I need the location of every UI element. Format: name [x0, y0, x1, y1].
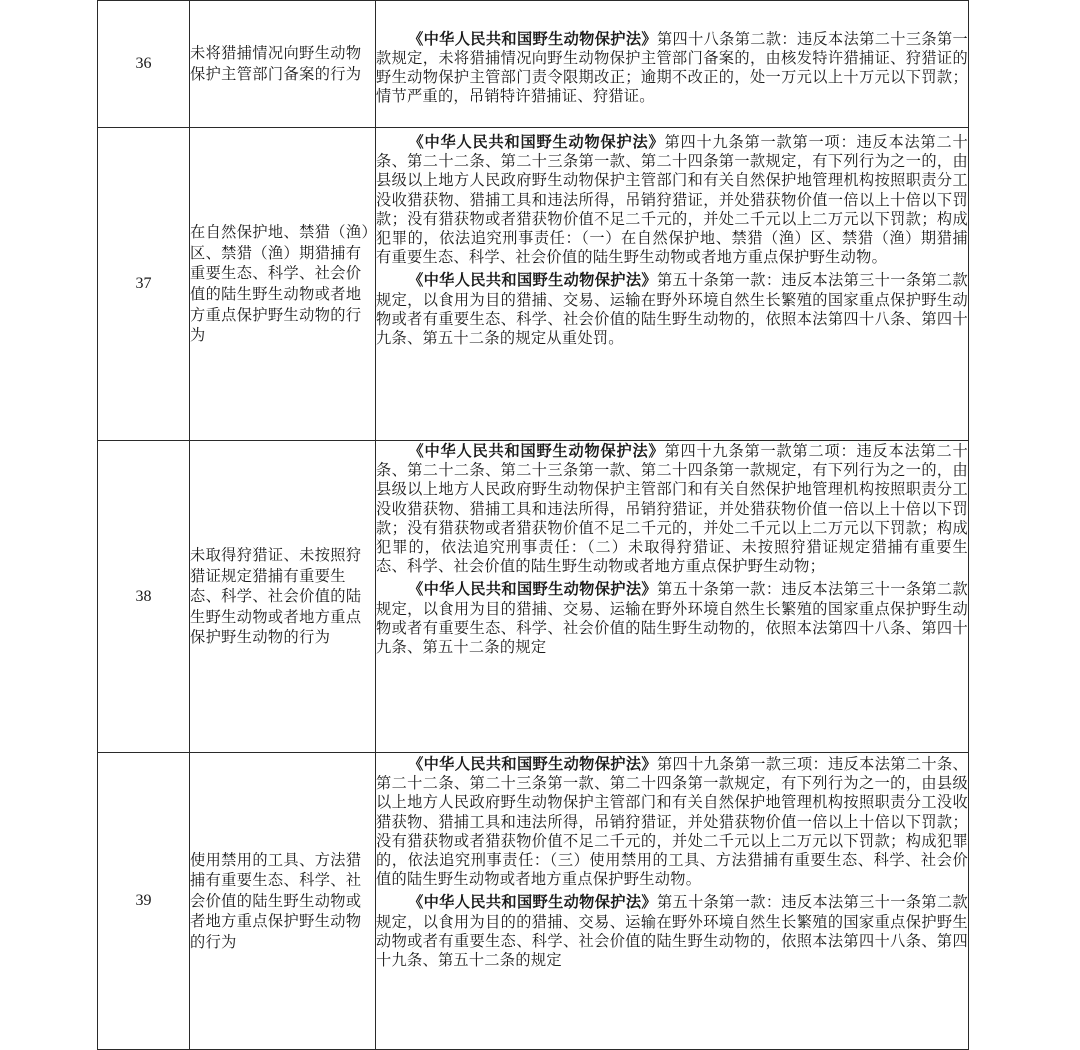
- provision-text: 第五十条第一款：违反本法第三十一条第二款规定，以食用为目的的猎捕、交易、运输在野外环境自然生长繁殖的国家重点保护野生动物或者有重要生态、科学、社会价值的陆生野生动物的，依照本法第四十八条、第四十九条、第五十二条的规定: [376, 893, 968, 970]
- violation-behavior: 未取得狩猎证、未按照狩猎证规定猎捕有重要生态、科学、社会价值的陆生野生动物或者地方重点保护野生动物的行为: [190, 441, 376, 753]
- legal-basis: [376, 128, 969, 441]
- provision-text: 第五十条第一款：违反本法第三十一条第二款规定，以食用为目的猎捕、交易、运输在野外环境自然生长繁殖的国家重点保护野生动物或者有重要生态、科学、社会价值的陆生野生动物的，依照本法第四十八条、第四十九条、第五十二条的规定从重处罚。: [376, 271, 968, 348]
- provision-text: 第四十九条第一款第一项：违反本法第二十条、第二十二条、第二十三条第一款、第二十四条第一款规定，有下列行为之一的，由县级以上地方人民政府野生动物保护主管部门和有关自然保护地管理机构按照职责分工没收猎获物、猎捕工具和违法所得，吊销狩猎证，并处猎获物价值一倍以上十倍以下罚款；没有猎获物或者猎获物价值不足二千元的，并处二千元以上二万元以下罚款；构成犯罪的，依法追究刑事责任：（一）在自然保护地、禁猎（渔）区、禁猎（渔）期猎捕有重要生态、科学、社会价值的陆生野生动物或者地方重点保护野生动物。: [376, 133, 968, 267]
- table-row: [98, 441, 969, 753]
- penalty-table: [97, 0, 969, 1050]
- violation-behavior: 使用禁用的工具、方法猎捕有重要生态、科学、社会价值的陆生野生动物或者地方重点保护野生动物的行为: [190, 753, 376, 1050]
- legal-provision: [376, 580, 968, 657]
- row-number: 39: [98, 753, 190, 1050]
- law-name: 《中华人民共和国野生动物保护法》: [408, 29, 657, 48]
- legal-basis: [376, 753, 969, 1050]
- legal-provision: [376, 442, 968, 576]
- law-name: 《中华人民共和国野生动物保护法》: [408, 271, 657, 290]
- law-name: 《中华人民共和国野生动物保护法》: [408, 580, 657, 599]
- violation-behavior: 在自然保护地、禁猎（渔）区、禁猎（渔）期猎捕有重要生态、科学、社会价值的陆生野生动物或者地方重点保护野生动物的行为: [190, 128, 376, 441]
- legal-provision: [376, 271, 968, 348]
- legal-basis: [376, 441, 969, 753]
- table-row: [98, 753, 969, 1050]
- legal-provision: [376, 30, 968, 107]
- legal-basis: [376, 1, 969, 128]
- violation-behavior: 未将猎捕情况向野生动物保护主管部门备案的行为: [190, 1, 376, 128]
- provision-text: 第四十八条第二款：违反本法第二十三条第一款规定，未将猎捕情况向野生动物保护主管部门备案的，由核发特许猎捕证、狩猎证的野生动物保护主管部门责令限期改正；逾期不改正的，处一万元以上十万元以下罚款；情节严重的，吊销特许猎捕证、狩猎证。: [376, 29, 968, 106]
- table-row: [98, 128, 969, 441]
- legal-provision: [376, 893, 968, 970]
- provision-text: 第五十条第一款：违反本法第三十一条第二款规定，以食用为目的猎捕、交易、运输在野外环境自然生长繁殖的国家重点保护野生动物或者有重要生态、科学、社会价值的陆生野生动物的，依照本法第四十八条、第四十九条、第五十二条的规定: [376, 580, 968, 657]
- table-row: [98, 1, 969, 128]
- law-name: 《中华人民共和国野生动物保护法》: [408, 755, 657, 773]
- law-name: 《中华人民共和国野生动物保护法》: [408, 442, 665, 460]
- row-number: 36: [98, 1, 190, 128]
- provision-text: 第四十九条第一款三项：违反本法第二十条、第二十二条、第二十三条第一款、第二十四条第一款规定，有下列行为之一的，由县级以上地方人民政府野生动物保护主管部门和有关自然保护地管理机构按照职责分工没收猎获物、猎捕工具和违法所得，吊销狩猎证，并处猎获物价值一倍以上十倍以下罚款；没有猎获物或者猎获物价值不足二千元的，并处二千元以上二万元以下罚款；构成犯罪的，依法追究刑事责任：（三）使用禁用的工具、方法猎捕有重要生态、科学、社会价值的陆生野生动物或者地方重点保护野生动物。: [376, 755, 968, 889]
- legal-provision: [376, 755, 968, 889]
- law-name: 《中华人民共和国野生动物保护法》: [408, 893, 657, 912]
- law-name: 《中华人民共和国野生动物保护法》: [408, 133, 665, 151]
- row-number: 38: [98, 441, 190, 753]
- provision-text: 第四十九条第一款第二项：违反本法第二十条、第二十二条、第二十三条第一款、第二十四条第一款规定，有下列行为之一的，由县级以上地方人民政府野生动物保护主管部门和有关自然保护地管理机构按照职责分工没收猎获物、猎捕工具和违法所得，吊销狩猎证，并处猎获物价值一倍以上十倍以下罚款；没有猎获物或者猎获物价值不足二千元的，并处二千元以上二万元以下罚款；构成犯罪的，依法追究刑事责任：（二）未取得狩猎证、未按照狩猎证规定猎捕有重要生态、科学、社会价值的陆生野生动物或者地方重点保护野生动物；: [376, 442, 968, 576]
- legal-provision: [376, 133, 968, 267]
- row-number: 37: [98, 128, 190, 441]
